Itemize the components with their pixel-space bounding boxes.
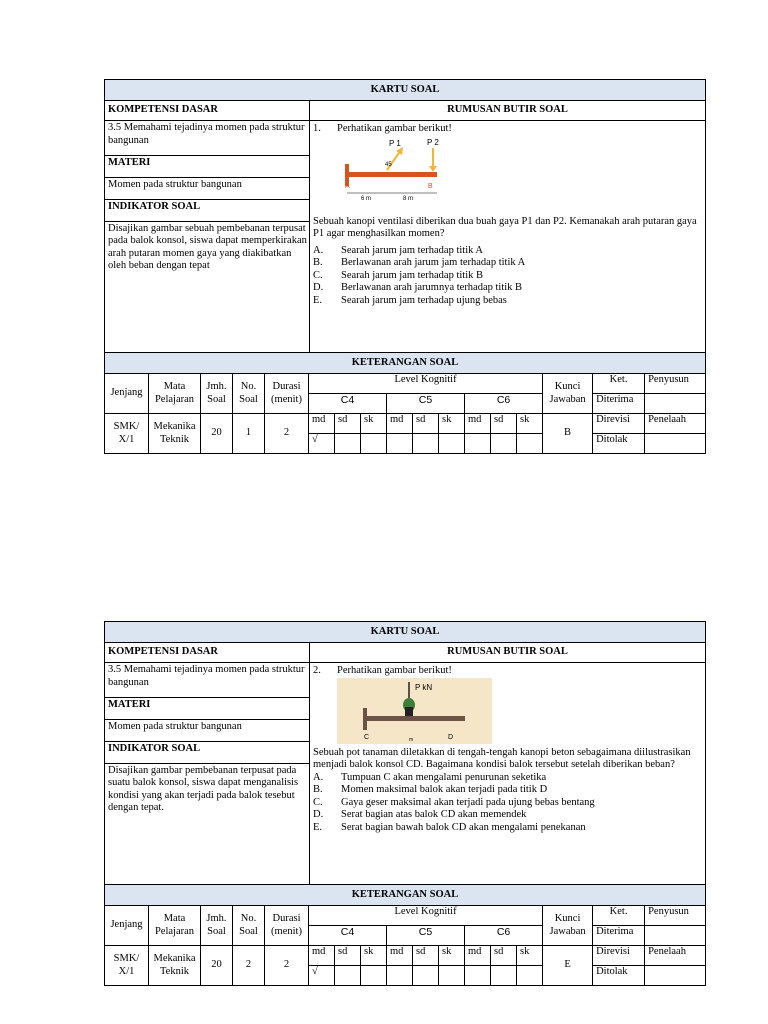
card-main-table [104,79,706,374]
question-intro: Perhatikan gambar berikut! [337,665,452,676]
col-c6: C6 [465,394,543,414]
c4-md: md [309,414,335,434]
check-mark: √ [309,966,335,986]
option-d: D. Berlawanan arah jarumnya terhadap titik B [313,282,523,293]
val-durasi: 2 [265,414,309,454]
ket-ditolak: Ditolak [593,434,645,454]
c6-md: md [465,414,491,434]
option-d: D. Serat bagian atas balok CD akan memendek [313,809,527,820]
col-jenjang: Jenjang [105,906,149,946]
label-m: m [409,736,414,743]
val-no: 1 [233,414,265,454]
ket-ditolak: Ditolak [593,966,645,986]
val-mata: Mekanika Teknik [149,946,201,986]
c4-sk: sk [361,946,387,966]
c4-sd: sd [335,414,361,434]
col-durasi: Durasi (menit) [265,374,309,414]
option-c: C. Gaya geser maksimal akan terjadi pada ujung bebas bentang [313,796,595,808]
col-ket: Ket. [593,906,645,926]
col-kunci: Kunci Jawaban [543,906,593,946]
label-p1: P 1 [389,138,401,148]
c5-sk: sk [439,946,465,966]
col-c4: C4 [309,926,387,946]
col-c4: C4 [309,394,387,414]
card-main-table [104,621,706,906]
indikator-text: Disajikan gambar pembebanan terpusat pada suatu balok konsol, siswa dapat menganalisis kondisi yang akan terjadi pada balok tesebut dengan tepat. [108,764,299,813]
beam [365,716,465,721]
c6-sk: sk [517,414,543,434]
col-penyusun: Penyusun [645,374,706,394]
cantilever-figure [341,136,451,206]
option-e: E. Serat bagian bawah balok CD akan mengalami penekanan [313,821,586,833]
val-jml: 20 [201,946,233,986]
col-jenjang: Jenjang [105,374,149,414]
c5-sd: sd [413,946,439,966]
ket-diterima: Diterima [593,394,645,414]
keterangan-table [104,373,706,454]
answer-options [313,245,702,308]
col-penyusun: Penyusun [645,906,706,926]
c6-sd: sd [491,946,517,966]
col-no: No. Soal [233,906,265,946]
ket-direvisi: Direvisi [593,946,645,966]
val-kunci: E [543,946,593,986]
col-ket: Ket. [593,374,645,394]
plant-pot-figure [337,678,492,744]
c4-md: md [309,946,335,966]
rumusan-label: RUMUSAN BUTIR SOAL [310,101,706,121]
question-text: Sebuah pot tanaman diletakkan di tengah-tengah kanopi beton sebagaimana diilustrasikan menjadi balok konsol CD. Bagaimana kondisi balok tersebut setelah diberikan beban? [313,746,691,770]
label-a: A [345,182,350,190]
option-a: A. Tumpuan C akan mengalami penurunan seketika [313,771,547,783]
option-c: C. Searah jarum jam terhadap titik B [313,269,483,281]
col-kunci: Kunci Jawaban [543,374,593,414]
materi-text: Momen pada struktur bangunan [105,177,310,199]
question-number: 2. [313,665,321,676]
option-b: B. Berlawanan arah jarum jam terhadap titik A [313,257,526,268]
val-mata: Mekanika Teknik [149,414,201,454]
kompetensi-text: 3.5 Memahami tejadinya momen pada struktur bangunan [105,121,310,155]
col-mata: Mata Pelajaran [149,374,201,414]
question-intro: Perhatikan gambar berikut! [337,123,452,134]
label-p2: P 2 [427,137,439,147]
kompetensi-label: KOMPETENSI DASAR [105,101,310,121]
col-jml: Jmh. Soal [201,374,233,414]
option-a: A. Searah jarum jam terhadap titik A [313,244,483,256]
col-penelaah: Penelaah [645,946,706,966]
materi-label: MATERI [105,155,310,177]
col-durasi: Durasi (menit) [265,906,309,946]
col-c6: C6 [465,926,543,946]
label-b: B [428,182,433,190]
label-p: P kN [415,682,433,692]
indikator-text: Disajikan gambar sebuah pembebanan terpusat pada balok konsol, siswa dapat memperkirakan arah putaran momen gaya yang diakibatkan oleh beban dengan tepat [108,222,307,271]
val-no: 2 [233,946,265,986]
question-card-1 [104,79,705,454]
materi-text: Momen pada struktur bangunan [105,719,310,741]
val-kunci: B [543,414,593,454]
kompetensi-text: 3.5 Memahami tejadinya momen pada struktur bangunan [105,663,310,697]
question-text: Sebuah kanopi ventilasi diberikan dua buah gaya P1 dan P2. Kemanakah arah putaran gaya P1 agar menghasilkan momen? [313,215,697,239]
keterangan-table [104,905,706,986]
val-jenjang: SMK/ X/1 [105,946,149,986]
kompetensi-label: KOMPETENSI DASAR [105,643,310,663]
col-c5: C5 [387,926,465,946]
indikator-label: INDIKATOR SOAL [105,741,310,763]
c5-md: md [387,946,413,966]
card-title: KARTU SOAL [105,622,706,643]
col-penelaah: Penelaah [645,414,706,434]
label-c: C [364,733,370,741]
materi-label: MATERI [105,697,310,719]
option-e: E. Searah jarum jam terhadap ujung bebas [313,294,507,306]
question-card-2 [104,621,705,986]
c4-sd: sd [335,946,361,966]
col-jml: Jmh. Soal [201,906,233,946]
label-len2: 8 m [403,195,414,202]
c4-sk: sk [361,414,387,434]
keterangan-label: KETERANGAN SOAL [105,353,706,374]
val-jenjang: SMK/ X/1 [105,414,149,454]
question-number: 1. [313,123,321,134]
option-b: B. Momen maksimal balok akan terjadi pada titik D [313,784,548,795]
plant-pot-icon [405,707,413,716]
c6-md: md [465,946,491,966]
label-d: D [448,733,454,741]
card-title: KARTU SOAL [105,80,706,101]
answer-options [313,772,702,835]
val-jml: 20 [201,414,233,454]
c6-sk: sk [517,946,543,966]
keterangan-label: KETERANGAN SOAL [105,885,706,906]
val-durasi: 2 [265,946,309,986]
c6-sd: sd [491,414,517,434]
col-level: Level Kognitif [309,374,543,394]
label-angle: 45 [385,161,392,168]
beam [347,172,437,177]
force-p2-head [429,166,437,172]
c5-sd: sd [413,414,439,434]
c5-md: md [387,414,413,434]
c5-sk: sk [439,414,465,434]
col-no: No. Soal [233,374,265,414]
col-mata: Mata Pelajaran [149,906,201,946]
check-mark: √ [309,434,335,454]
indikator-label: INDIKATOR SOAL [105,199,310,221]
col-c5: C5 [387,394,465,414]
label-len1: 6 m [361,195,372,202]
ket-diterima: Diterima [593,926,645,946]
rumusan-label: RUMUSAN BUTIR SOAL [310,643,706,663]
ket-direvisi: Direvisi [593,414,645,434]
col-level: Level Kognitif [309,906,543,926]
